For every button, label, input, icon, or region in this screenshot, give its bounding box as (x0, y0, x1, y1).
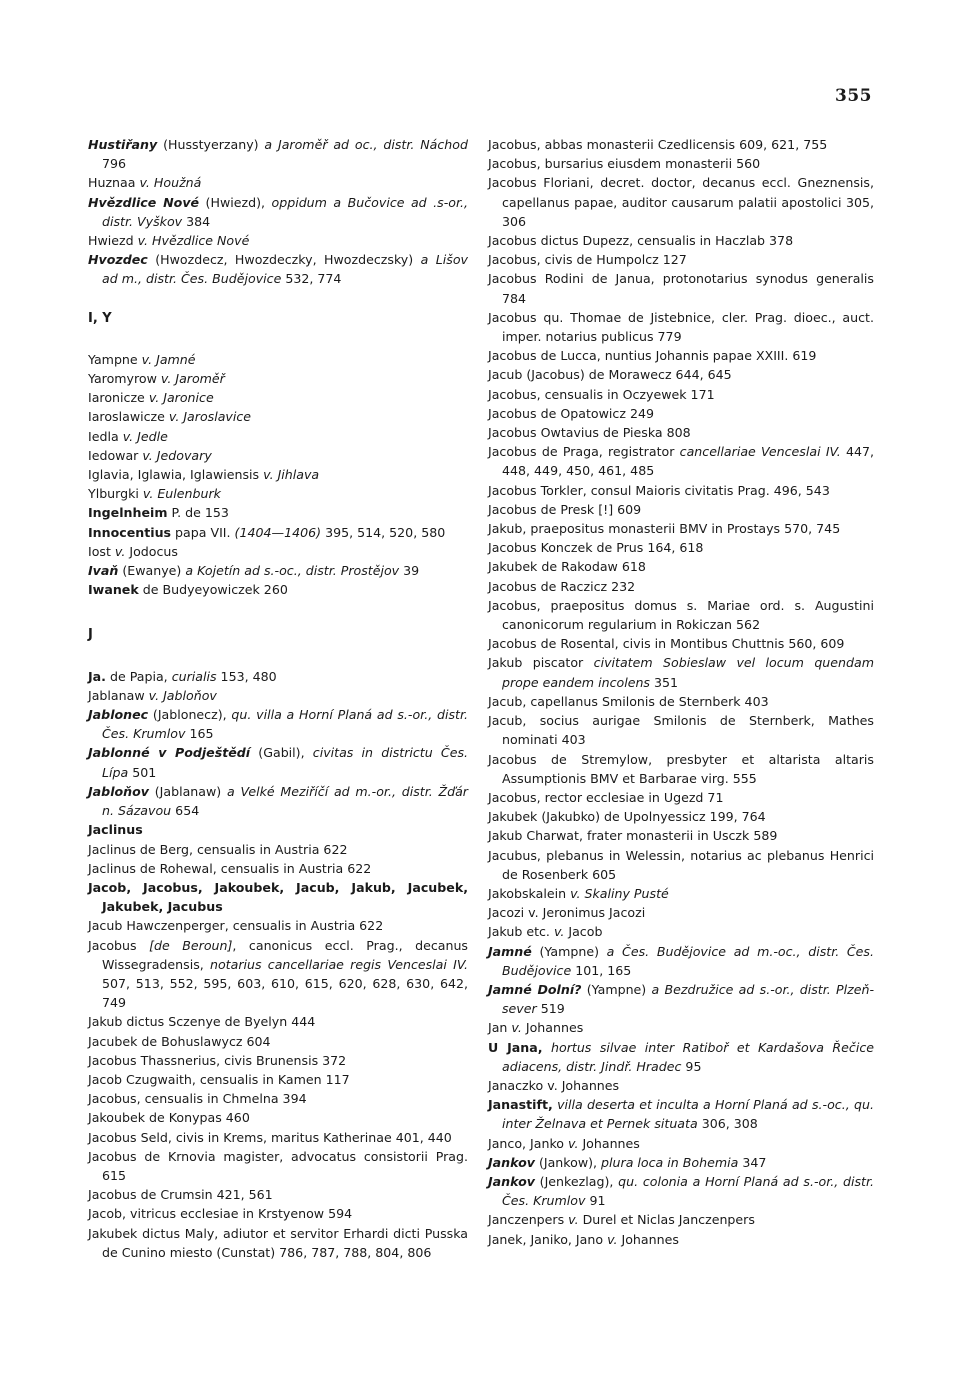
index-entry (488, 1095, 874, 1133)
entry-text: Jacubus, plebanus in Welessin, notarius ac plebanus Henrici de Rosenberk 605 (488, 847, 874, 882)
index-entry (488, 692, 874, 711)
index-entry (488, 231, 874, 250)
entry-italic-text: v. Eulenburk (142, 486, 221, 502)
entry-text: Iedla (88, 428, 123, 444)
entry-text: Iaroslawicze (88, 409, 169, 425)
entry-italic-text: v. Jihlava (263, 467, 320, 483)
entry-text: 153, 480 (216, 668, 277, 684)
entry-text: P. de 153 (167, 505, 229, 521)
index-entry (88, 388, 468, 407)
entry-text: , canonicus eccl. Prag., decanus Wissegradensis, (102, 937, 468, 972)
index-entry (88, 407, 468, 426)
entry-italic-text: hortus silvae inter Ratiboř et Kardašova Řečice adiacens, distr. Jindř. Hradec (502, 1039, 874, 1074)
index-entry (488, 711, 874, 749)
index-entry (88, 936, 468, 1013)
entry-text: 654 (171, 803, 200, 819)
entry-text: (Hwozdecz, Hwozdeczky, Hwozdeczsky) (147, 252, 421, 268)
entry-italic-text: [de Beroun] (149, 937, 233, 953)
entry-italic-text: plura loca in Bohemia (601, 1154, 739, 1170)
index-entry (88, 705, 468, 743)
entry-italic-text: v. (553, 924, 565, 940)
entry-text: 101, 165 (571, 962, 632, 978)
entry-text: Jablanaw (88, 687, 149, 703)
index-entry (88, 1128, 468, 1147)
index-entry (488, 1172, 874, 1210)
entry-text: (Jankow), (534, 1154, 602, 1170)
entry-text: de Budyeyowiczek 260 (138, 582, 288, 598)
entry-text: Jacobus de Praga, registrator (488, 444, 680, 460)
index-entry (88, 859, 468, 878)
index-entry (488, 826, 874, 845)
entry-headword: Jacob, Jacobus, Jakoubek, Jacub, Jakub, Jacubek, Jakubek, Jacubus (88, 879, 468, 915)
index-entry (488, 135, 874, 154)
index-entry (88, 1051, 468, 1070)
index-entry (88, 1147, 468, 1185)
entry-text: Jakub Charwat, frater monasterii in Usczk 589 (488, 828, 778, 844)
entry-headword: Iwanek (88, 582, 139, 598)
entry-headword: Jamné (488, 943, 532, 959)
entry-italic-text: villa deserta et inculta a Horní Planá ad s.-oc., qu. inter Želnava et Pernek situata (502, 1097, 874, 1132)
index-entry (488, 173, 874, 231)
entry-italic-text: v. (607, 1231, 618, 1247)
index-entry (488, 788, 874, 807)
index-entry (488, 557, 874, 576)
index-entry (488, 423, 874, 442)
index-entry (488, 250, 874, 269)
entry-text: Yampne (88, 351, 142, 367)
entry-text: (Jablanaw) (149, 783, 227, 799)
entry-text: Jacobus Floriani, decret. doctor, decanus eccl. Gneznensis, capellanus papae, auditor causarum palatii apostolici 305, 306 (488, 175, 874, 229)
entry-text: Jacobus de Presk [!] 609 (488, 501, 642, 517)
entry-text: Jakubek de Rakodaw 618 (488, 559, 646, 575)
index-entry (88, 369, 468, 388)
entry-text: 519 (536, 1001, 565, 1017)
index-entry (488, 750, 874, 788)
index-entry (88, 1224, 468, 1262)
entry-italic-text: v. (568, 1135, 579, 1151)
entry-text (543, 1040, 551, 1055)
index-entry (88, 667, 468, 686)
index-entry (488, 1153, 874, 1172)
entry-italic-text: v. Houžná (139, 175, 202, 191)
index-entry (88, 503, 468, 522)
index-entry (488, 942, 874, 980)
index-entry (488, 653, 874, 691)
index-entry (88, 580, 468, 599)
entry-text: Jacob, vitricus ecclesiae in Krstyenow 594 (88, 1206, 353, 1222)
entry-italic-text: cancellariae Venceslai IV. (679, 444, 841, 460)
entry-headword: Hvozdec (88, 252, 148, 268)
index-entry (88, 135, 468, 173)
entry-text: Jacobus Konczek de Prus 164, 618 (488, 540, 704, 556)
entry-headword: Jamné Dolní? (488, 981, 582, 997)
entry-text: Jakub dictus Sczenye de Byelyn 444 (88, 1014, 316, 1030)
index-entry (488, 269, 874, 307)
entry-italic-text: v. Jedovary (142, 447, 212, 463)
entry-text: Janek, Janiko, Jano (488, 1231, 608, 1247)
entry-headword: Jaclinus (88, 822, 143, 838)
entry-text: Jacobus de Rosental, civis in Montibus Chuttnis 560, 609 (488, 636, 845, 652)
entry-text: Jacob Czugwaith, censualis in Kamen 117 (88, 1071, 350, 1087)
index-entry (488, 884, 874, 903)
entry-headword: Jabloňov (88, 783, 149, 799)
index-entry (488, 308, 874, 346)
entry-headword: Ja. (88, 668, 106, 684)
entry-text: Johannes (521, 1020, 584, 1036)
index-column-left (88, 135, 468, 1262)
entry-headword: Ingelnheim (88, 505, 168, 521)
index-entry (88, 743, 468, 781)
entry-italic-text: v. (568, 1212, 579, 1228)
entry-text: (Ewanye) (118, 563, 186, 579)
index-entry (88, 250, 468, 288)
entry-text: (Jenkezlag), (534, 1173, 619, 1189)
entry-italic-text: v. (511, 1020, 522, 1036)
entry-text: Yaromyrow (88, 371, 161, 387)
entry-text: Jaclinus de Berg, censualis in Austria 622 (88, 841, 348, 857)
entry-text: 95 (681, 1058, 702, 1074)
index-entry (88, 820, 468, 839)
section-heading: I, Y (88, 310, 112, 326)
index-entry (88, 1089, 468, 1108)
entry-text: Jacobus qu. Thomae de Jistebnice, cler. Prag. dioec., auct. imper. notarius publicus 779 (488, 309, 874, 345)
entry-text: Jacobus, censualis in Chmelna 394 (88, 1091, 307, 1107)
entry-italic-text: civitatem Sobieslaw vel locum quendam prope eandem incolens (502, 655, 875, 690)
section-heading: J (88, 627, 93, 643)
entry-text: 395, 514, 520, 580 (321, 524, 446, 540)
index-entry (88, 446, 468, 465)
entry-text: Huznaa (88, 175, 140, 191)
entry-text: Jacozi v. Jeronimus Jacozi (488, 905, 646, 921)
entry-text: Jacobus de Crumsin 421, 561 (88, 1187, 273, 1203)
entry-text: (Yampne) (581, 981, 652, 997)
index-entry (488, 538, 874, 557)
index-entry (488, 903, 874, 922)
entry-text: 532, 774 (281, 271, 342, 287)
index-entry (88, 916, 468, 935)
entry-text: de Papia, (105, 668, 172, 684)
index-entry (88, 1108, 468, 1127)
entry-text: 507, 513, 552, 595, 603, 610, 615, 620, 628, 630, 642, 749 (102, 975, 468, 1011)
index-entry (488, 846, 874, 884)
index-entry (88, 686, 468, 705)
entry-text: (Hwiezd), (199, 194, 272, 210)
index-entry (488, 404, 874, 423)
index-entry (88, 1012, 468, 1031)
index-entry (88, 1070, 468, 1089)
entry-text: 351 (649, 674, 679, 690)
index-entry (488, 481, 874, 500)
entry-text: 91 (585, 1193, 606, 1209)
index-entry (488, 442, 874, 480)
entry-text: 796 (102, 156, 127, 172)
entry-text: Iglavia, Iglawia, Iglawiensis (88, 467, 264, 483)
entry-text: Jacobus de Raczicz 232 (488, 578, 636, 594)
entry-text: 384 (182, 213, 211, 229)
entry-text: Jacub, socius aurigae Smilonis de Sternberk, Mathes nominati 403 (488, 713, 874, 748)
entry-text: Iedowar (88, 447, 143, 463)
index-entry (488, 596, 874, 634)
entry-text: Jacobus de Lucca, nuntius Johannis papae XXIII. 619 (488, 348, 817, 364)
entry-text: Jacobus Seld, civis in Krems, maritus Katherinae 401, 440 (88, 1129, 452, 1145)
entry-text: Janco, Janko (488, 1135, 569, 1151)
index-entry (488, 1018, 874, 1037)
entry-italic-text: qu. villa a Horní Planá ad s.-or., distr. Čes. Krumlov (102, 707, 468, 742)
entry-text: Janczenpers (488, 1212, 569, 1228)
entry-text: Johannes (617, 1231, 679, 1247)
entry-text: 347 (738, 1154, 767, 1170)
entry-text: Jacub (Jacobus) de Morawecz 644, 645 (488, 367, 732, 383)
entry-text: Iost (88, 543, 115, 559)
entry-text: Jakobskalein (488, 885, 571, 901)
index-entry (88, 523, 468, 542)
entry-text: Johannes (578, 1135, 640, 1151)
entry-italic-text: v. Jaroměř (160, 371, 225, 387)
index-entry (88, 542, 468, 561)
index-entry (88, 193, 468, 231)
index-entry (88, 1185, 468, 1204)
entry-text: Jodocus (125, 543, 178, 559)
entry-text: 501 (128, 764, 157, 780)
page-number: 355 (835, 86, 872, 106)
entry-headword: Jablonec (88, 707, 149, 723)
index-column-right (488, 135, 874, 1249)
entry-headword: Jankov (488, 1154, 535, 1170)
entry-headword: Innocentius (88, 524, 172, 540)
entry-text: Jacob (564, 924, 603, 940)
entry-text: 447, 448, 449, 450, 461, 485 (502, 444, 874, 479)
entry-text: Jacobus de Stremylow, presbyter et altarista altaris Assumptionis BMV et Barbarae virg. 555 (488, 751, 874, 786)
entry-italic-text: v. Jedle (122, 428, 168, 444)
index-entry (88, 465, 468, 484)
entry-headword: Ivaň (88, 563, 119, 579)
index-entry (488, 1076, 874, 1095)
entry-text: 39 (399, 563, 420, 579)
index-entry (88, 1032, 468, 1051)
index-entry (88, 782, 468, 820)
entry-italic-text: notarius cancellariae regis Venceslai IV. (210, 956, 468, 972)
entry-text: (Husstyerzany) (157, 137, 265, 152)
entry-italic-text: v. Jabloňov (148, 687, 217, 703)
index-entry (488, 1210, 874, 1229)
entry-text: Jakubek (Jakubko) de Upolnyessicz 199, 764 (488, 809, 766, 825)
entry-text: Jakub piscator (488, 655, 594, 671)
entry-text: Jacub Hawczenperger, censualis in Austria 622 (88, 918, 384, 934)
entry-text: Durel et Niclas Janczenpers (578, 1212, 755, 1228)
index-entry (488, 385, 874, 404)
entry-text: Jacobus, civis de Humpolcz 127 (488, 252, 687, 268)
index-entry (488, 807, 874, 826)
index-entry (488, 922, 874, 941)
index-entry (88, 840, 468, 859)
entry-headword: U Jana, (488, 1039, 543, 1055)
entry-text: Jacobus Rodini de Janua, protonotarius synodus generalis 784 (488, 271, 874, 306)
index-entry (88, 1204, 468, 1223)
entry-italic-text: v. Jaronice (148, 390, 214, 406)
index-entry (88, 350, 468, 369)
entry-italic-text: v. Jamné (141, 351, 196, 367)
entry-italic-text: curialis (171, 668, 217, 684)
entry-italic-text: a Velké Meziříčí ad m.-or., distr. Žďár n. Sázavou (102, 783, 468, 819)
entry-text: Jacobus, abbas monasterii Czedlicensis 609, 621, 755 (488, 137, 828, 152)
entry-italic-text: v. (114, 543, 126, 559)
entry-text: (Yampne) (531, 943, 607, 959)
index-entry (488, 1134, 874, 1153)
entry-italic-text: v. Jaroslavice (168, 409, 252, 425)
entry-italic-text: v. Skaliny Pusté (570, 885, 669, 901)
entry-text: Janaczko v. Johannes (488, 1077, 620, 1093)
entry-italic-text: civitas in districtu Čes. Lípa (102, 745, 469, 780)
index-entry (488, 519, 874, 538)
entry-italic-text: a Lišov ad m., distr. Čes. Budějovice (102, 252, 468, 287)
entry-text: Jacub, capellanus Smilonis de Sternberk 403 (488, 693, 769, 709)
index-entry (488, 634, 874, 653)
entry-headword: Jankov (488, 1173, 535, 1189)
entry-text: papa VII. (171, 524, 235, 540)
entry-text: Jacobus, praepositus domus s. Mariae ord. s. Augustini canonicorum regularium in Rokiczan 562 (488, 597, 874, 633)
entry-text: Jakub etc. (488, 924, 554, 940)
index-entry (488, 365, 874, 384)
entry-text: Jacobus, rector ecclesiae in Ugezd 71 (488, 789, 724, 805)
entry-italic-text: oppidum a Bučovice ad .s-or., distr. Vyškov (102, 194, 468, 229)
index-entry (488, 980, 874, 1018)
entry-text: (Gabil), (250, 745, 313, 761)
entry-text: Jacobus dictus Dupezz, censualis in Haczlab 378 (488, 233, 794, 249)
index-entry (488, 500, 874, 519)
index-entry (488, 1038, 874, 1076)
entry-italic-text: a Čes. Budějovice ad m.-oc., distr. Čes. Budějovice (502, 943, 874, 978)
entry-text: Jacobus Torkler, consul Maioris civitatis Prag. 496, 543 (488, 482, 830, 498)
entry-text: 165 (185, 726, 214, 742)
entry-italic-text: a Jaroměř ad oc., distr. Náchod (264, 137, 468, 152)
entry-text: Jacobus, bursarius eiusdem monasterii 560 (488, 156, 761, 172)
entry-text: Jakub, praepositus monasterii BMV in Prostays 570, 745 (488, 521, 841, 537)
index-entry (488, 154, 874, 173)
entry-text: Jacobus (88, 937, 150, 953)
entry-italic-text: qu. colonia a Horní Planá ad s.-or., distr. Čes. Krumlov (502, 1173, 874, 1209)
index-entry (88, 561, 468, 580)
entry-text: Iaronicze (88, 390, 149, 406)
entry-headword: Janastift, (488, 1097, 553, 1113)
entry-text: Hwiezd (88, 233, 138, 249)
entry-text: Jacobus Thassnerius, civis Brunensis 372 (88, 1052, 347, 1068)
entry-italic-text: v. Hvězdlice Nové (137, 233, 250, 249)
entry-text: Jacobus de Opatowicz 249 (488, 405, 654, 421)
entry-italic-text: (1404—1406) (234, 524, 322, 540)
index-entry (88, 427, 468, 446)
entry-text: Jakoubek de Konypas 460 (88, 1110, 250, 1126)
index-entry (488, 577, 874, 596)
index-entry (88, 878, 468, 916)
entry-text: Jakubek dictus Maly, adiutor et servitor Erhardi dicti Pusska de Cunino miesto (Cunstat) 786, 787, 788, 804, 806 (88, 1225, 468, 1260)
entry-headword: Hustiřany (88, 137, 158, 152)
entry-text: Ylburgki (88, 486, 143, 502)
index-entry (488, 346, 874, 365)
index-entry (488, 1230, 874, 1249)
entry-headword: Hvězdlice Nové (88, 194, 200, 210)
index-entry (88, 484, 468, 503)
entry-text: Jacubek de Bohuslawycz 604 (88, 1033, 271, 1049)
entry-headword: Jablonné v Podještědí (88, 745, 251, 761)
index-entry (88, 173, 468, 192)
entry-text: 306, 308 (697, 1116, 758, 1132)
entry-text: Jaclinus de Rohewal, censualis in Austria 622 (88, 860, 372, 876)
entry-text: Jacobus, censualis in Oczyewek 171 (488, 386, 715, 402)
entry-text: Jacobus Owtavius de Pieska 808 (488, 425, 691, 441)
entry-text: (Jablonecz), (148, 707, 232, 723)
index-entry (88, 231, 468, 250)
entry-italic-text: a Kojetín ad s.-oc., distr. Prostějov (185, 563, 400, 579)
entry-text: Jan (488, 1020, 512, 1036)
entry-italic-text: a Bezdružice ad s.-or., distr. Plzeň-sever (502, 981, 874, 1017)
entry-text: Jacobus de Krnovia magister, advocatus consistorii Prag. 615 (88, 1148, 468, 1183)
